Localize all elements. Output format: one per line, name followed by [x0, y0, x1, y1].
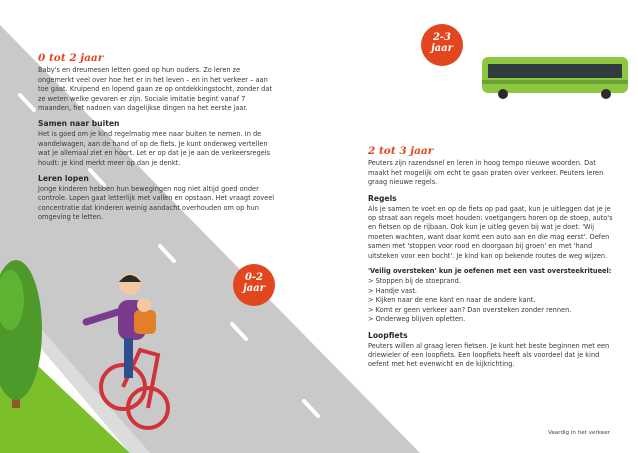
page-footer: Vaardig in het verkeer: [548, 430, 610, 436]
text-regels: Als je samen te voet en op de fiets op pad gaat, kun je uitleggen dat je je op straat aan regels moet houden: voetgangers horen op de stoep, auto's en fietsen op de rijbaan. Ook kun je uitleg geven bij wat je doet: 'Wij moeten wachten, want daar komt een auto aan en die mag eerst'. Oefen samen met 'stoppen voor rood en doorgaan bij groen' en met 'hand uitsteken voor een bocht'. Je kind kan op bekende routes de weg wijzen.: [368, 204, 613, 260]
left-column: [38, 54, 278, 227]
list-item: > Onderweg blijven opletten.: [368, 315, 466, 324]
left-intro: Baby's en dreumesen letten goed op hun ouders. Zo leren ze ongemerkt veel over hoe het er in het leven – en in het verkeer – aan toe gaat. Kruipend en lopend gaan ze op ontdekkingstocht, zonder dat ze weten welke gevaren er zijn. Sociale imitatie begint vanaf 7 maanden, het nadoen van dagelijkse dingen na het eerste jaar.: [38, 66, 272, 113]
bus-illustration: [482, 57, 628, 99]
age-badge-2-3: 2-3 jaar: [421, 24, 463, 66]
crossing-steps-list: [368, 277, 618, 324]
heading-regels: Regels: [368, 193, 397, 203]
text-leren-lopen: Jonge kinderen hebben hun bewegingen nog niet altijd goed onder controle. Lopen gaat letterlijk met vallen en opstaan. Het vraagt zoveel concentratie dat kinderen weinig aandacht overhouden om op hun omgeving te letten.: [38, 185, 275, 222]
age-badge-0-2: 0-2 jaar: [233, 264, 275, 306]
section-title-0-2: 0 tot 2 jaar: [38, 52, 104, 64]
list-item: > Komt er geen verkeer aan? Dan oversteken zonder rennen.: [368, 305, 572, 314]
section-title-2-3: 2 tot 3 jaar: [368, 145, 434, 157]
heading-samen-naar-buiten: Samen naar buiten: [38, 119, 120, 129]
right-column: [368, 147, 618, 374]
heading-veilig-oversteken: 'Veilig oversteken' kun je oefenen met een vast oversteekritueel:: [368, 267, 612, 276]
heading-leren-lopen: Leren lopen: [38, 174, 89, 184]
text-loopfiets: Peuters willen al graag leren fietsen. Je kunt het beste beginnen met een driewieler of een loopfiets. Een loopfiets heeft als voordeel dat je kind oefent met het evenwicht en de kijkrichting.: [368, 341, 610, 369]
list-item: > Kijken naar de ene kant en naar de andere kant.: [368, 296, 536, 305]
list-item: > Stoppen bij de stoeprand.: [368, 277, 461, 286]
heading-loopfiets: Loopfiets: [368, 330, 408, 340]
list-item: > Handje vast.: [368, 286, 418, 295]
right-intro: Peuters zijn razendsnel en leren in hoog tempo nieuwe woorden. Dat maakt het mogelijk om echt te gaan praten over verkeer. Peuters leren graag nieuwe regels.: [368, 159, 604, 187]
text-samen-naar-buiten: Het is goed om je kind regelmatig mee naar buiten te nemen. In de wandelwagen, aan de hand of op de fiets. Je kunt onderweg vertellen wat je allemaal ziet en hoort. Let er op dat je je aan de verkeersregels houdt: je kind merkt meer op dan je denkt.: [38, 130, 271, 167]
